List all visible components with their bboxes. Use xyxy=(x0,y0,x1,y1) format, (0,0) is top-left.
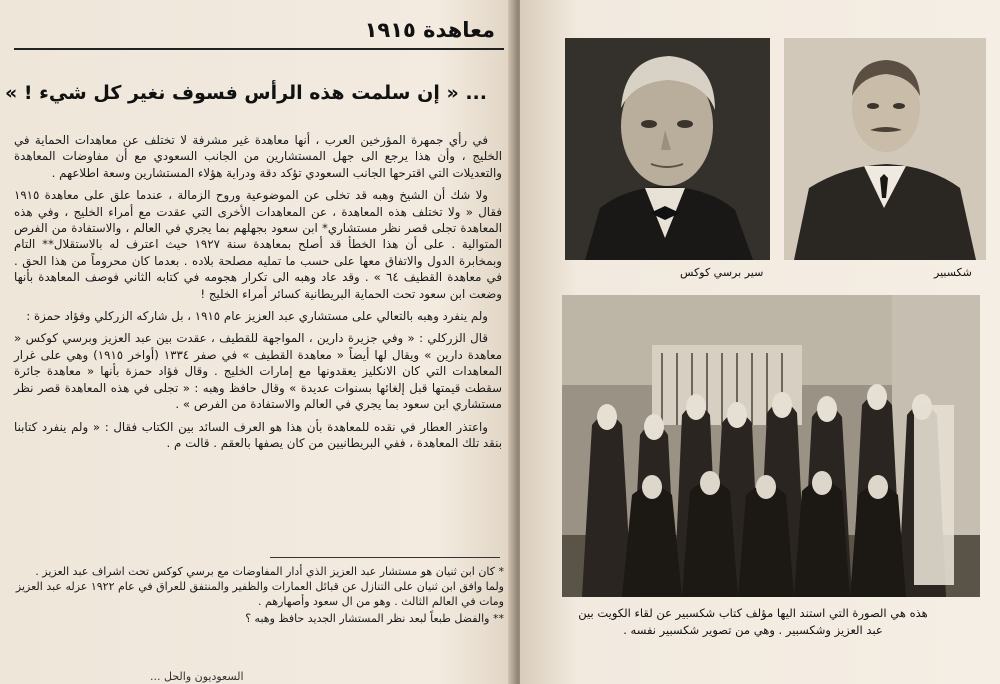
group-photo-image xyxy=(562,295,980,597)
caption-shakespear: شكسبير xyxy=(934,266,972,279)
footnote: * كان ابن ثنيان هو مستشار عبد العزيز الذي أدار المفاوضات مع برسي كوكس تحت اشراف عبد العزيز . ولما وافق ابن ثنيان على التنازل عن قبائل العمارات والظفير والمنتفق للعراق في عام ١٩٢٢ عزله عبد العزيز ومات في العالم الثالث . وهو من ال سعود وأصهارهم . xyxy=(15,565,504,608)
footnotes xyxy=(14,564,504,628)
paragraph: ولم ينفرد وهبه بالتعالي على مستشاري عبد العزيز عام ١٩١٥ ، بل شاركه الزركلي وفؤاد حمزة : xyxy=(26,309,488,324)
body-text xyxy=(14,132,502,457)
page-folio: السعوديون والحل ... xyxy=(150,670,244,683)
caption-line: عبد العزيز وشكسبير . وهي من تصوير شكسبير نفسه . xyxy=(623,623,883,637)
header-rule xyxy=(14,48,504,50)
footnote-rule xyxy=(270,557,500,558)
portrait-photo-shakespear xyxy=(784,38,986,260)
group-photo-caption xyxy=(558,605,948,639)
footnote: ** والفضل طبعاً لبعد نظر المستشار الجديد حافظ وهبه ؟ xyxy=(245,612,504,625)
portrait-shakespear-image xyxy=(784,38,986,260)
caption-line: هذه هي الصورة التي استند اليها مؤلف كتاب شكسبير عن لقاء الكويت بين xyxy=(578,606,928,620)
paragraph: قال الزركلي : « وفي جزيرة دارين ، المواجهة للقطيف ، عقدت بين عبد العزيز وبرسي كوكس « معاهدة دارين » ويقال لها أيضاً « معاهدة القطيف » في صفر ١٣٣٤ (أواخر ١٩١٥) وهي على غرار المعاهدات التي كان الانكليز يعقدونها مع إمارات الخليج . وقال فؤاد حمزة بأنها « معاهدة جائرة سقطت قيمتها قبل إلغائها بسنوات عديدة » وقال حافظ وهبه : « تجلى في هذه المعاهدة قصر نظر مستشاري ابن سعود بما يجري في العالم والاستفادة من الفرص » . xyxy=(14,331,503,412)
group-photograph xyxy=(562,295,980,597)
caption-percy-cox: سير برسي كوكس xyxy=(680,266,764,279)
paragraph: ولا شك أن الشيخ وهبه قد تخلى عن الموضوعية وروح الزمالة ، عندما علق على معاهدة ١٩١٥ فقال « ولا تختلف هذه المعاهدة ، عن المعاهدات الأخرى التي عقدت مع أمراء الخليج ، وفي هذه المعاهدة تجلى قصر نظر مستشاري* ابن سعود بجهلهم بما يجري في العالم ، والاستفادة من الفرص المتوالية . على أن هذا الخطأ قد أصلح بمعاهدة سنة ١٩٢٧ حيث اعترف له بالاستقلال** التام وبمخابرة الدول والاتفاق معها على حسب ما تمليه مصلحة بلاده . بعدما كان محروماً من هذا الحق . في معاهدة القطيف ٦٤ » . وقد عاد وهبه الى تكرار هجومه في كتابه الثاني فوصف المعاهدة بأنها وضعت ابن سعود تحت الحماية البريطانية كسائر أمراء الخليج ! xyxy=(14,188,502,301)
portrait-cox-image xyxy=(565,38,770,260)
pull-quote: ... « إن سلمت هذه الرأس فسوف نغير كل شيء ! » xyxy=(4,82,487,104)
running-head: معاهدة ١٩١٥ xyxy=(364,18,495,42)
portrait-photo-percy-cox xyxy=(565,38,770,260)
paragraph: واعتذر العطار في نقده للمعاهدة بأن هذا هو العرف السائد بين الكتاب فقال : « ولم ينفرد كتابنا بنقد تلك المعاهدة ، ففي البريطانيين من كان يصفها بالعقم . قالت م . xyxy=(14,419,502,450)
paragraph: في رأي جمهرة المؤرخين العرب ، أنها معاهدة غير مشرفة لا تختلف عن معاهدات الحماية في الخليج ، وأن هذا يرجع الى جهل المستشارين من الجانب السعودي مع أن مفاوضات المعاهدة والتعديلات التي اقترحها الجانب السعودي تؤكد دقة ودراية هؤلاء المستشارين وسعة اطلاعهم . xyxy=(14,133,502,180)
